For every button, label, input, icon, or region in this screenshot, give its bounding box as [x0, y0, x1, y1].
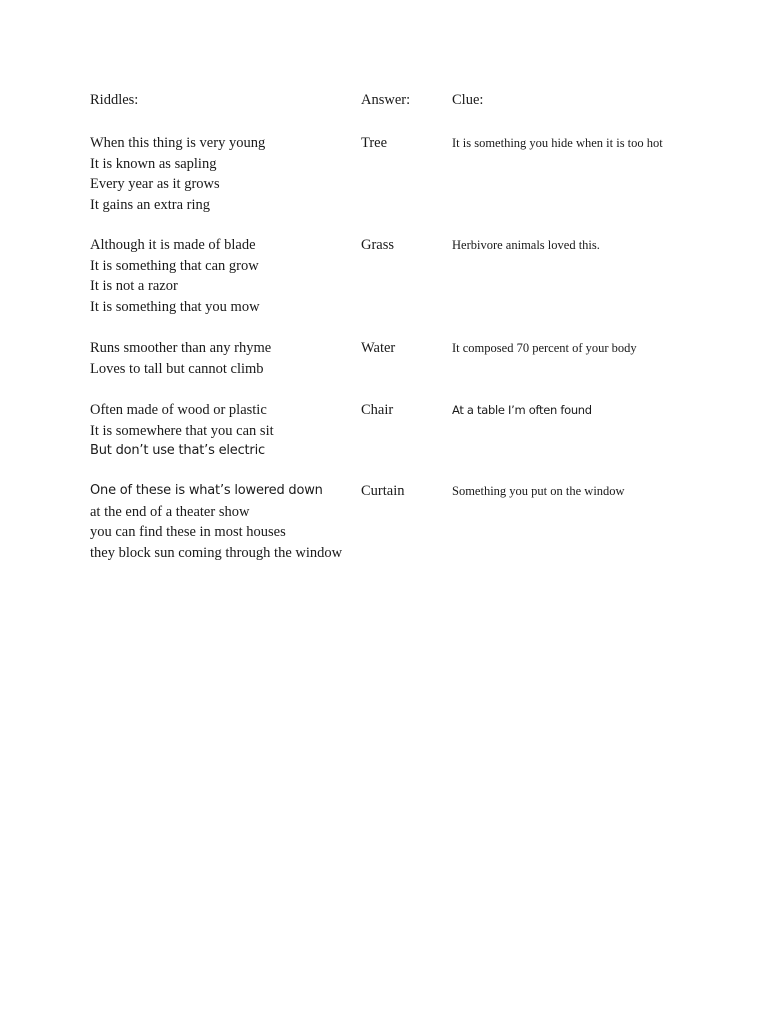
riddle-line: Although it is made of blade	[90, 237, 256, 253]
riddle-line: It is something that can grow	[90, 257, 259, 274]
riddle-line: One of these is what’s lowered down	[90, 483, 323, 498]
riddle-answer: Grass	[361, 237, 395, 253]
riddle-line: When this thing is very young	[90, 135, 266, 151]
riddle-line: Often made of wood or plastic	[90, 402, 267, 418]
riddle-clue: At a table I’m often found	[452, 403, 592, 417]
riddle-line: It gains an extra ring	[90, 196, 210, 213]
riddle-text	[90, 338, 271, 379]
riddle-line: It is somewhere that you can sit	[90, 422, 274, 439]
riddle-line: It is something that you mow	[90, 298, 260, 315]
riddle-text	[90, 133, 265, 215]
riddle-line: at the end of a theater show	[90, 503, 250, 520]
riddle-clue: It is something you hide when it is too hot	[452, 136, 663, 150]
riddle-text	[90, 235, 260, 317]
riddle-line: It is not a razor	[90, 278, 178, 294]
riddle-line: you can find these in most houses	[90, 524, 286, 540]
riddle-text	[90, 400, 274, 462]
answer-header: Answer:	[361, 92, 411, 108]
riddle-clue: Herbivore animals loved this.	[452, 238, 600, 252]
riddle-line: Every year as it grows	[90, 176, 220, 192]
riddles-header: Riddles:	[90, 92, 139, 108]
clue-header: Clue:	[452, 92, 484, 108]
riddle-answer: Tree	[361, 135, 388, 151]
riddle-line: But don’t use that’s electric	[90, 443, 265, 458]
riddle-line: Runs smoother than any rhyme	[90, 340, 272, 356]
riddle-answer: Water	[361, 340, 396, 356]
riddle-clue: Something you put on the window	[452, 484, 625, 498]
riddle-answer: Curtain	[361, 483, 405, 499]
riddle-line: Loves to tall but cannot climb	[90, 360, 264, 377]
riddle-clue: It composed 70 percent of your body	[452, 341, 637, 355]
riddle-line: they block sun coming through the window	[90, 544, 343, 561]
riddle-line: It is known as sapling	[90, 155, 217, 172]
riddle-answer: Chair	[361, 402, 394, 418]
riddle-text	[90, 481, 342, 563]
header-row	[0, 92, 768, 112]
